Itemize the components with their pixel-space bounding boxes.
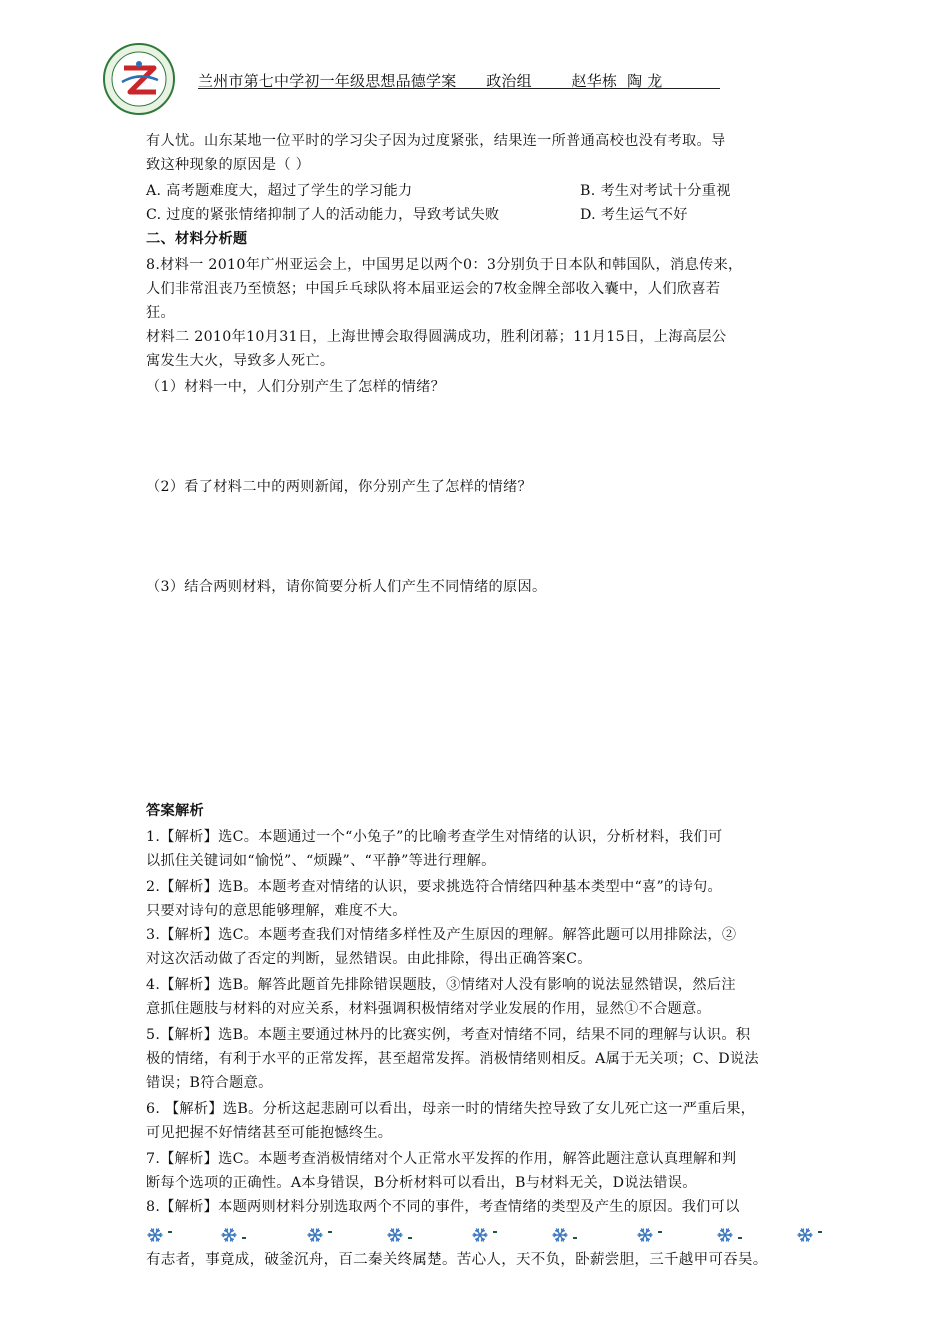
q7-option-c: C. 过度的紧张情绪抑制了人的活动能力，导致考试失败 <box>146 207 500 223</box>
material-line: 狂。 <box>146 305 175 321</box>
answer-line: 可见把握不好情绪甚至可能抱憾终生。 <box>146 1125 393 1141</box>
material-line: 人们非常沮丧乃至愤怒；中国乒乓球队将本届亚运会的7枚金牌全部收入囊中，人们欣喜若 <box>146 281 721 297</box>
q7-option-d: D. 考生运气不好 <box>580 207 688 223</box>
material-line: 8.材料一 2010年广州亚运会上，中国男足以两个0：3分别负于日本队和韩国队，消息传来， <box>146 257 743 273</box>
answer-line: 断每个选项的正确性。A本身错误，B分析材料可以看出，B与材料无关，D说法错误。 <box>146 1175 697 1191</box>
material-line: 材料二 2010年10月31日，上海世博会取得圆满成功，胜利闭幕；11月15日，上海高层公 <box>146 329 727 345</box>
answer-line: 3.【解析】选C。本题考查我们对情绪多样性及产生原因的理解。解答此题可以用排除法，② <box>146 927 737 943</box>
answer-line: 错误；B符合题意。 <box>146 1075 273 1091</box>
snowflake-icon <box>796 1226 826 1244</box>
snowflake-icon <box>386 1226 416 1244</box>
header-underline <box>198 88 720 89</box>
school-logo-icon <box>102 42 176 116</box>
answer-line: 4.【解析】选B。解答此题首先排除错误题肢，③情绪对人没有影响的说法显然错误，然后注 <box>146 977 736 993</box>
q7-stem-line-1: 有人忧。山东某地一位平时的学习尖子因为过度紧张，结果连一所普通高校也没有考取。导 <box>146 133 726 149</box>
snowflake-icon <box>636 1226 666 1244</box>
snowflake-icon <box>306 1226 336 1244</box>
answer-line: 5.【解析】选B。本题主要通过林丹的比赛实例，考查对情绪不同，结果不同的理解与认识。积 <box>146 1027 751 1043</box>
sub-question-2: （2）看了材料二中的两则新闻，你分别产生了怎样的情绪？ <box>146 479 533 495</box>
snowflake-icon <box>471 1226 501 1244</box>
material-line: 寓发生大火，导致多人死亡。 <box>146 353 335 369</box>
sub-question-1: （1）材料一中，人们分别产生了怎样的情绪？ <box>146 379 446 395</box>
q7-stem-line-2: 致这种现象的原因是（ ） <box>146 157 311 173</box>
q7-option-b: B. 考生对考试十分重视 <box>580 183 731 199</box>
snowflake-border <box>146 1226 806 1246</box>
sub-question-3: （3）结合两则材料，请你简要分析人们产生不同情绪的原因。 <box>146 579 547 595</box>
snowflake-icon <box>220 1226 250 1244</box>
snowflake-icon <box>551 1226 581 1244</box>
answer-line: 以抓住关键词如“愉悦”、“烦躁”、“平静”等进行理解。 <box>146 853 496 869</box>
footer-motto: 有志者，事竟成，破釜沉舟，百二秦关终属楚。苦心人，天不负，卧薪尝胆，三千越甲可吞吴。 <box>146 1252 768 1268</box>
answer-line: 意抓住题肢与材料的对应关系，材料强调积极情绪对学业发展的作用，显然①不合题意。 <box>146 1001 712 1017</box>
snowflake-icon <box>146 1226 176 1244</box>
answer-line: 6. 【解析】选B。分析这起悲剧可以看出，母亲一时的情绪失控导致了女儿死亡这一严重后果， <box>146 1101 756 1117</box>
answer-line: 极的情绪，有利于水平的正常发挥，甚至超常发挥。消极情绪则相反。A属于无关项；C、D说法 <box>146 1051 759 1067</box>
answer-line: 只要对诗句的意思能够理解，难度不大。 <box>146 903 407 919</box>
snowflake-icon <box>716 1226 746 1244</box>
answer-line: 8.【解析】本题两则材料分别选取两个不同的事件，考查情绪的类型及产生的原因。我们可以 <box>146 1199 740 1215</box>
answer-line: 2.【解析】选B。本题考查对情绪的认识，要求挑选符合情绪四种基本类型中“喜”的诗句。 <box>146 879 723 895</box>
answers-heading: 答案解析 <box>146 803 204 819</box>
q7-option-a: A. 高考题难度大，超过了学生的学习能力 <box>146 183 413 199</box>
answer-line: 1.【解析】选C。本题通过一个“小兔子”的比喻考查学生对情绪的认识，分析材料，我们可 <box>146 829 723 845</box>
section-heading: 二、材料分析题 <box>146 231 248 247</box>
header-title: 兰州市第七中学初一年级思想品德学案 政治组 赵华栋 陶 龙 <box>198 72 688 90</box>
answer-line: 7.【解析】选C。本题考查消极情绪对个人正常水平发挥的作用，解答此题注意认真理解和判 <box>146 1151 737 1167</box>
answer-line: 对这次活动做了否定的判断，显然错误。由此排除，得出正确答案C。 <box>146 951 592 967</box>
